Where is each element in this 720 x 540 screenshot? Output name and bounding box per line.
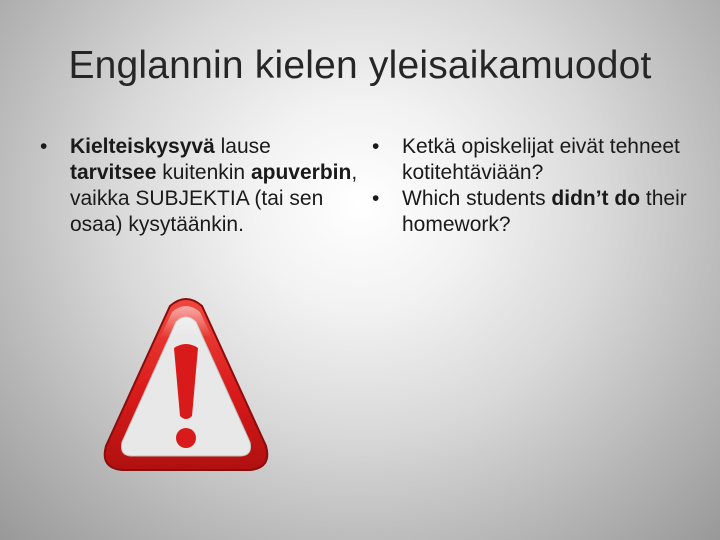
bold-term: tarvitsee: [70, 161, 157, 184]
warning-triangle-icon: [100, 296, 272, 476]
left-column: [40, 134, 360, 238]
bold-term: do: [614, 187, 641, 210]
bullet-text: lause: [214, 135, 271, 158]
bold-term: Kielteiskysyvä: [70, 135, 215, 158]
bullet-text: Ketkä opiskelijat eivät tehneet kotitehtäviään?: [402, 135, 680, 184]
right-column: [372, 134, 707, 238]
bullet-text: their homework?: [402, 187, 687, 236]
bullet-dot: •: [372, 187, 380, 210]
bullet-dot: •: [372, 135, 380, 158]
slide-title: Englannin kielen yleisaikamuodot: [68, 44, 652, 87]
bullet-item-finnish-example: [372, 134, 707, 186]
bullet-text: kuitenkin: [156, 161, 251, 184]
bullet-text: , vaikka SUBJEKTIA (tai sen osaa) kysytäänkin.: [70, 161, 358, 236]
bullet-item-english-example: [372, 186, 707, 238]
bullet-dot: •: [40, 135, 48, 158]
bold-term: didn’t: [551, 187, 609, 210]
bullet-text: Which students: [402, 187, 552, 210]
bullet-item-grammar-rule: [40, 134, 360, 238]
bold-term: apuverbin: [250, 161, 352, 184]
exclamation-symbol: !: [100, 296, 101, 297]
exclamation-dot: [176, 428, 196, 448]
